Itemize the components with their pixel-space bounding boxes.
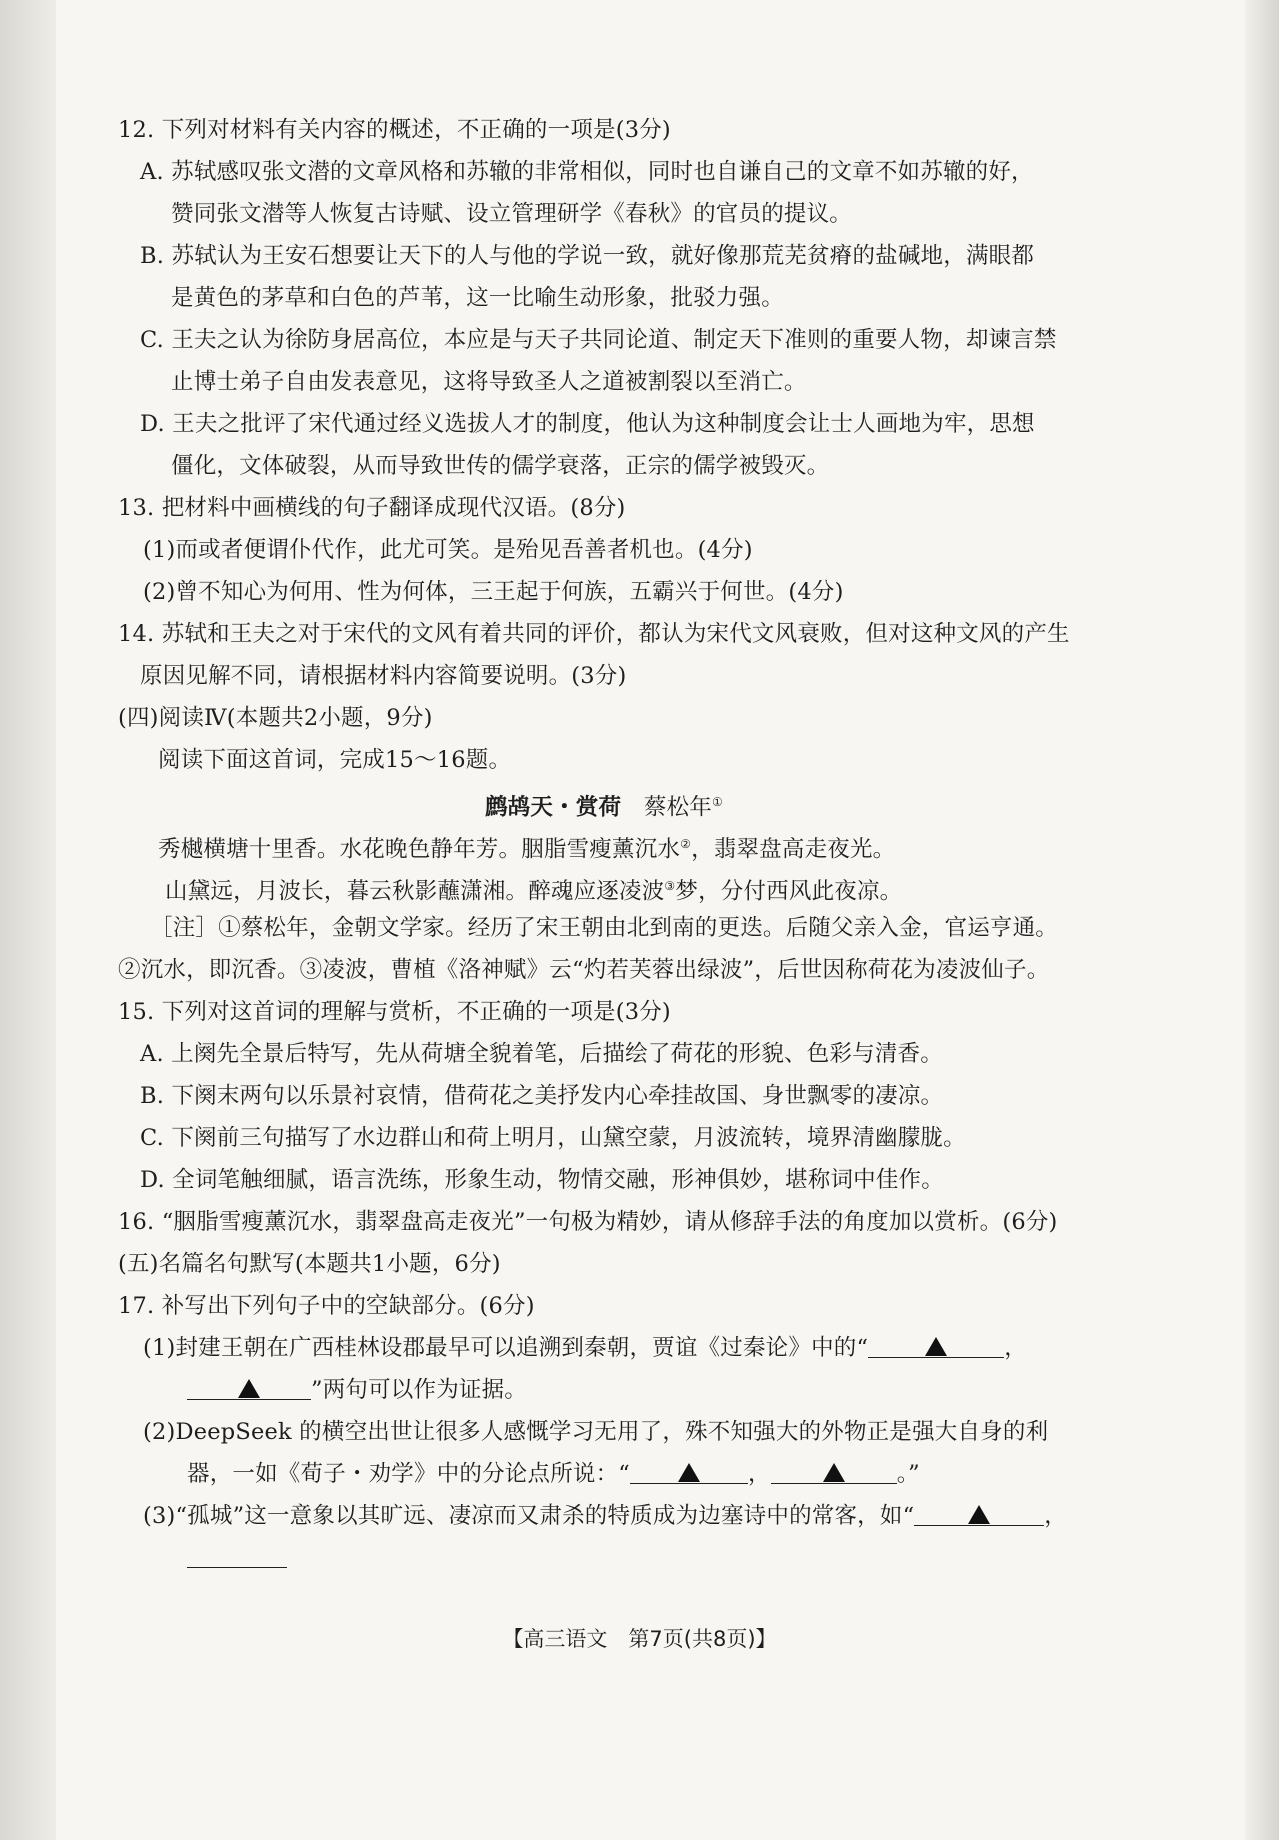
q17-sentence-3-line2 [187, 1543, 287, 1576]
q15-stem: 15. 下列对这首词的理解与赏析，不正确的一项是(3分) [118, 999, 671, 1025]
q13-sentence-1: (1)而或者便谓仆代作，此尤可笑。是殆见吾善者机也。(4分) [143, 537, 753, 563]
q16-stem: 16. “胭脂雪瘦薰沉水，翡翠盘高走夜光”一句极为精妙，请从修辞手法的角度加以赏析。(6分) [118, 1209, 1058, 1235]
q17-sentence-1-line1 [143, 1333, 1027, 1363]
q14-line1: 14. 苏轼和王夫之对于宋代的文风有着共同的评价，都认为宋代文风衰败，但对这种文风的产生 [118, 621, 1070, 647]
answer-blank-6[interactable] [187, 1543, 287, 1568]
q12-option-c-line1: C. 王夫之认为徐防身居高位，本应是与天子共同论道、制定天下准则的重要人物，却谏言禁 [140, 327, 1057, 353]
q17-s2-comma: ， [748, 1461, 771, 1487]
q12-option-a-line2: 赞同张文潜等人恢复古诗赋、设立管理研学《春秋》的官员的提议。 [171, 201, 853, 227]
q13-sentence-2: (2)曾不知心为何用、性为何体，三王起于何族，五霸兴于何世。(4分) [143, 579, 844, 605]
q15-option-d: D. 全词笔触细腻，语言洗练，形象生动，物情交融，形神俱妙，堪称词中佳作。 [140, 1167, 944, 1193]
poem-title: 鹧鸪天・赏荷 [485, 794, 622, 821]
triangle-marker-icon [823, 1463, 845, 1482]
q17-s1-comma: ， [1004, 1335, 1027, 1361]
q17-sentence-1-line2 [187, 1375, 527, 1405]
poem-title-line [485, 787, 723, 823]
triangle-marker-icon [925, 1337, 947, 1356]
poem-line-2b: 梦，分付西风此夜凉。 [675, 878, 903, 905]
q12-option-d-line2: 僵化，文体破裂，从而导致世传的儒学衰落，正宗的儒学被毁灭。 [171, 453, 830, 479]
q12-option-a-line1: A. 苏轼感叹张文潜的文章风格和苏辙的非常相似，同时也自谦自己的文章不如苏辙的好， [140, 159, 1034, 185]
answer-blank-5[interactable] [914, 1501, 1044, 1526]
page-edge-shadow-left [0, 0, 56, 1840]
q17-s1-tail: ”两句可以作为证据。 [311, 1377, 528, 1403]
poem-author-note: ① [712, 795, 723, 809]
q12-option-b-line1: B. 苏轼认为王安石想要让天下的人与他的学说一致，就好像那荒芜贫瘠的盐碱地，满眼都 [140, 243, 1035, 269]
poem-line-2a: 山黛远，月波长，暮云秋影蘸潇湘。醉魂应逐凌波 [165, 878, 665, 905]
q12-stem: 12. 下列对材料有关内容的概述，不正确的一项是(3分) [118, 117, 671, 143]
section5-heading: (五)名篇名句默写(本题共1小题，6分) [118, 1251, 501, 1277]
triangle-marker-icon [238, 1379, 260, 1398]
q14-line2: 原因见解不同，请根据材料内容简要说明。(3分) [140, 663, 627, 689]
q15-option-c: C. 下阕前三句描写了水边群山和荷上明月，山黛空蒙，月波流转，境界清幽朦胧。 [140, 1125, 966, 1151]
poem-author: 蔡松年 [643, 794, 713, 821]
page-footer: 【高三语文 第7页(共8页)】 [502, 1627, 777, 1651]
poem-notes-line2: ②沉水，即沉香。③凌波，曹植《洛神赋》云“灼若芙蓉出绿波”，后世因称荷花为凌波仙子。 [118, 957, 1050, 983]
answer-blank-2[interactable] [187, 1375, 311, 1400]
poem-line-2-note: ③ [664, 879, 676, 893]
answer-blank-1[interactable] [868, 1333, 1004, 1358]
poem-line-2 [165, 871, 902, 907]
q17-sentence-3-line1 [143, 1501, 1067, 1531]
q15-option-a: A. 上阕先全景后特写，先从荷塘全貌着笔，后描绘了荷花的形貌、色彩与清香。 [140, 1041, 943, 1067]
triangle-marker-icon [968, 1505, 990, 1524]
q12-option-c-line2: 止博士弟子自由发表意见，这将导致圣人之道被割裂以至消亡。 [171, 369, 807, 395]
q17-stem: 17. 补写出下列句子中的空缺部分。(6分) [118, 1293, 535, 1319]
q17-sentence-2-line2 [187, 1459, 920, 1489]
q17-s1-text: (1)封建王朝在广西桂林设郡最早可以追溯到秦朝，贾谊《过秦论》中的“ [143, 1335, 869, 1361]
section4-heading: (四)阅读Ⅳ(本题共2小题，9分) [118, 705, 433, 731]
q15-option-b: B. 下阕末两句以乐景衬哀情，借荷花之美抒发内心牵挂故国、身世飘零的凄凉。 [140, 1083, 944, 1109]
poem-line-1 [158, 829, 895, 865]
answer-blank-3[interactable] [630, 1459, 748, 1484]
q17-s2-text: 器，一如《荀子・劝学》中的分论点所说：“ [187, 1461, 631, 1487]
answer-blank-4[interactable] [771, 1459, 897, 1484]
poem-line-1-note: ② [680, 837, 692, 851]
q17-s3-comma: ， [1044, 1503, 1067, 1529]
q13-stem: 13. 把材料中画横线的句子翻译成现代汉语。(8分) [118, 495, 626, 521]
q17-sentence-2-line1: (2)DeepSeek 的横空出世让很多人感慨学习无用了，殊不知强大的外物正是强大自身的利 [143, 1419, 1049, 1445]
page-edge-shadow-right [1245, 0, 1279, 1840]
q12-option-d-line1: D. 王夫之批评了宋代通过经义选拔人才的制度，他认为这种制度会让士人画地为牢，思想 [140, 411, 1035, 437]
q12-option-b-line2: 是黄色的茅草和白色的芦苇，这一比喻生动形象，批驳力强。 [171, 285, 784, 311]
q17-s2-end: 。” [896, 1461, 920, 1487]
poem-notes-line1: ［注］①蔡松年，金朝文学家。经历了宋王朝由北到南的更迭。后随父亲入金，官运亨通。 [150, 915, 1059, 941]
triangle-marker-icon [678, 1463, 700, 1482]
section4-intro: 阅读下面这首词，完成15～16题。 [158, 747, 512, 773]
q17-s3-text: (3)“孤城”这一意象以其旷远、凄凉而又肃杀的特质成为边塞诗中的常客，如“ [143, 1503, 915, 1529]
poem-line-1b: ，翡翠盘高走夜光。 [691, 836, 896, 863]
poem-line-1a: 秀樾横塘十里香。水花晚色静年芳。胭脂雪瘦薰沉水 [158, 836, 681, 863]
